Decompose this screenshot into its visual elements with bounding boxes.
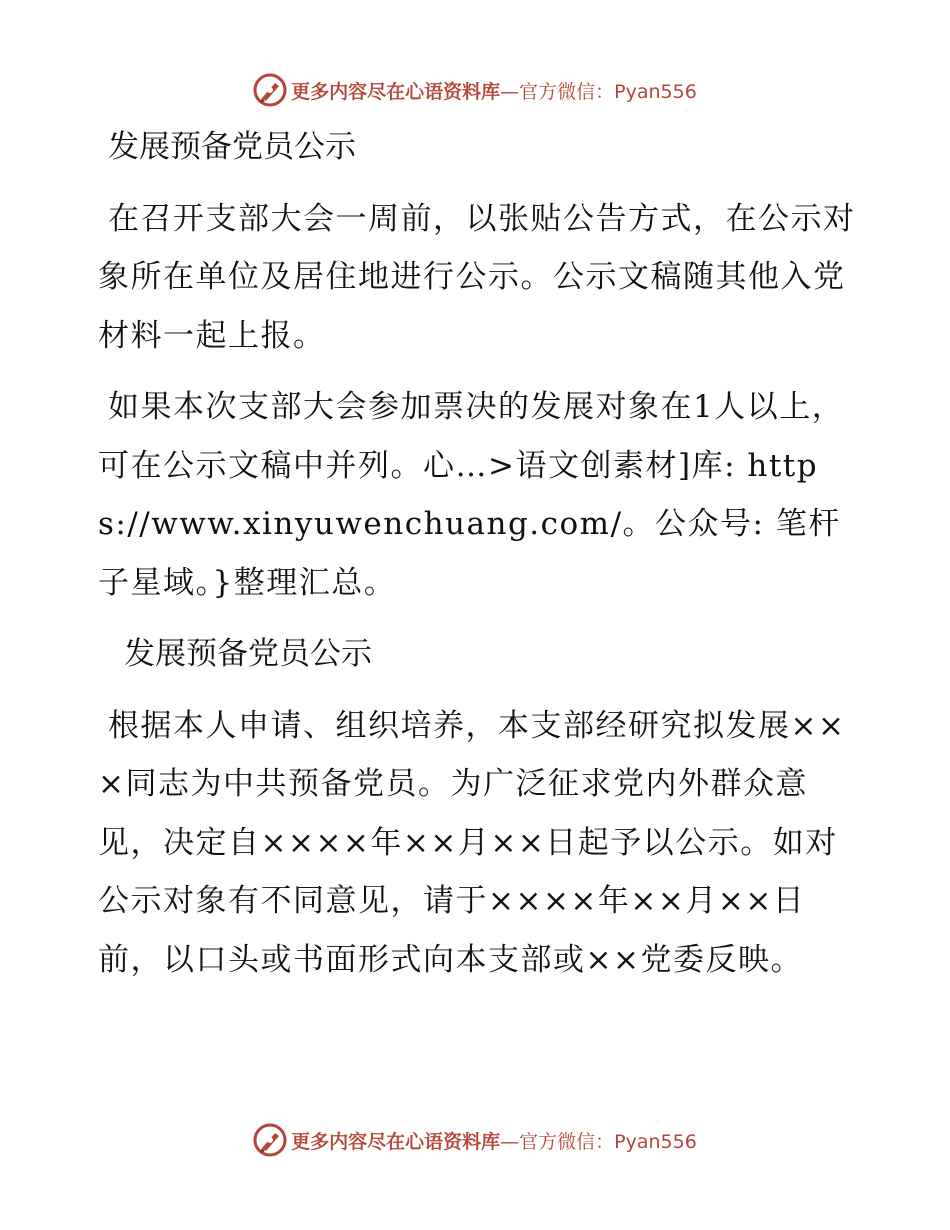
footer-banner bbox=[0, 1120, 950, 1160]
footer-banner-separator: — bbox=[500, 1130, 520, 1153]
header-banner-separator: — bbox=[500, 80, 520, 103]
header-banner-tail: 官方微信：Pyan556 bbox=[519, 80, 697, 103]
pen-logo-icon bbox=[253, 1123, 287, 1157]
doc-paragraph-2: 如果本次支部大会参加票决的发展对象在1人以上，可在公示文稿中并列。心…>语文创素材]库: https://www.xinyuwenchuang.com/。公众号: 笔杆子星域。}整理汇总。 bbox=[98, 389, 845, 601]
doc-paragraph-3: 根据本人申请、组织培养，本支部经研究拟发展×××同志为中共预备党员。为广泛征求党内外群众意见，决定自××××年××月××日起予以公示。如对公示对象有不同意见，请于××××年××月××日前，以口头或书面形式向本支部或××党委反映。 bbox=[98, 707, 846, 978]
header-banner-text bbox=[291, 77, 697, 104]
footer-banner-main: 更多内容尽在心语资料库 bbox=[291, 1130, 501, 1153]
footer-banner-tail: 官方微信：Pyan556 bbox=[519, 1130, 697, 1153]
doc-paragraph-1: 在召开支部大会一周前，以张贴公告方式，在公示对象所在单位及居住地进行公示。公示文稿随其他入党材料一起上报。 bbox=[98, 200, 856, 354]
document-body bbox=[98, 118, 858, 989]
header-banner-main: 更多内容尽在心语资料库 bbox=[291, 80, 501, 103]
doc-title-2: 发展预备党员公示 bbox=[124, 636, 372, 672]
doc-title-1: 发展预备党员公示 bbox=[108, 129, 356, 165]
footer-banner-text bbox=[291, 1127, 697, 1154]
header-banner bbox=[0, 70, 950, 110]
pen-logo-icon bbox=[253, 73, 287, 107]
